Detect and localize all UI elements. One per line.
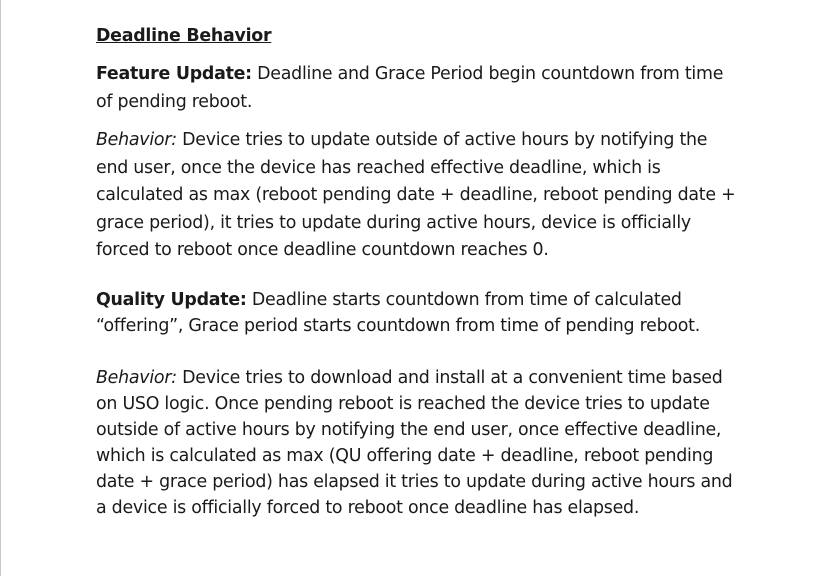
quality-behavior-paragraph bbox=[96, 365, 736, 521]
quality-behavior-text: Device tries to download and install at a convenient time based on USO logic. Once pending reboot is reached the device tries to update outside of active hours by notifying the end user, once effective deadline, which is calculated as max (QU offering date + deadline, reboot pending date + grace period) has elapsed it tries to update during active hours and a device is officially forced to reboot once deadline has elapsed. bbox=[96, 367, 733, 518]
feature-update-text: Deadline and Grace Period begin countdown from time of pending reboot. bbox=[96, 64, 724, 112]
feature-behavior-label: Behavior: bbox=[96, 130, 177, 150]
feature-behavior-paragraph bbox=[96, 127, 736, 265]
feature-update-label: Feature Update: bbox=[96, 64, 252, 84]
document-body bbox=[96, 24, 736, 521]
quality-update-text: Deadline starts countdown from time of calculated “offering”, Grace period starts countdown from time of pending reboot. bbox=[96, 289, 701, 336]
feature-behavior-text: Device tries to update outside of active hours by notifying the end user, once the device has reached effective deadline, which is calculated as max (reboot pending date + deadline, reboot pending date + grace period), it tries to update during active hours, device is officially forced to reboot once deadline countdown reaches 0. bbox=[96, 130, 736, 261]
feature-update-paragraph bbox=[96, 61, 736, 116]
quality-update-paragraph bbox=[96, 287, 736, 339]
quality-behavior-label: Behavior: bbox=[96, 367, 177, 388]
page-left-border bbox=[0, 0, 1, 576]
quality-update-label: Quality Update: bbox=[96, 289, 247, 310]
section-heading: Deadline Behavior bbox=[96, 26, 272, 46]
